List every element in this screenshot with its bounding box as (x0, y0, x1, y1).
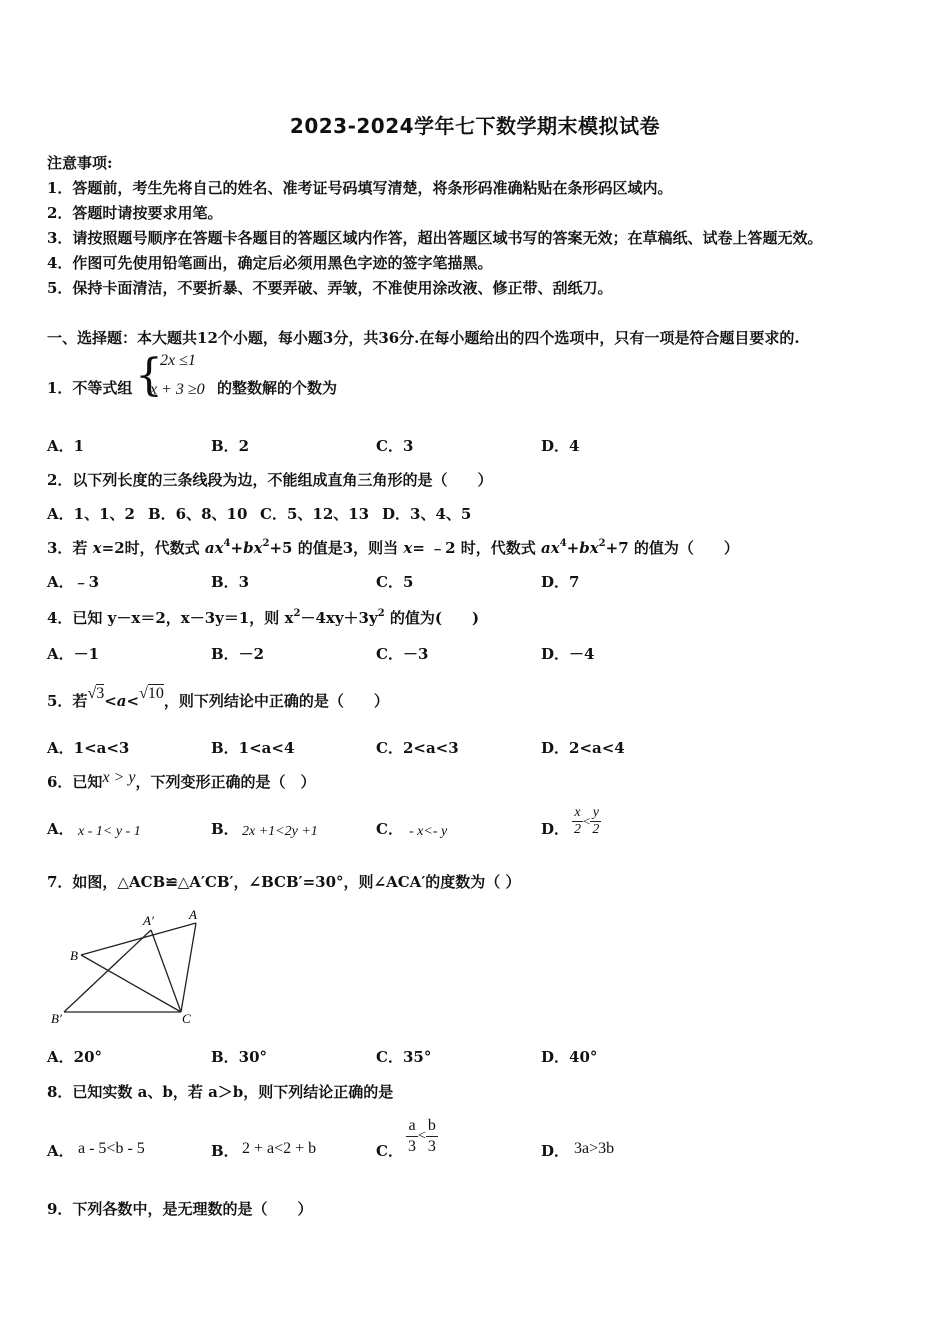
notice-heading: 注意事项: (47, 154, 113, 172)
q5-option-d: D．2<a<4 (541, 739, 625, 757)
q6-label-a: A． (47, 820, 74, 838)
q7-option-d: D．40° (541, 1048, 598, 1066)
q1-brace: { (135, 350, 163, 401)
q5-option-c: C．2<a<3 (376, 739, 459, 757)
sqrt-3: √3 (87, 685, 105, 702)
q8-option-d: 3a>3b (574, 1140, 615, 1157)
q8-label-a: A． (47, 1142, 74, 1160)
q2-option-a: A．1、1、2 (47, 505, 135, 523)
notice-item-1: 1．答题前，考生先将自己的姓名、准考证号码填写清楚，将条形码准确粘贴在条形码区域内。 (47, 179, 673, 197)
notice-item-2: 2．答题时请按要求用笔。 (47, 204, 223, 222)
q1-prefix: 1．不等式组 (47, 379, 133, 397)
q3-option-d: D．7 (541, 573, 580, 591)
q1-line1: 2x ≤1 (160, 352, 196, 369)
q4-option-c: C．－3 (376, 645, 429, 663)
q1-option-c: C．3 (376, 437, 414, 455)
q3-option-b: B．3 (211, 573, 250, 591)
q1-option-a: A．1 (47, 437, 85, 455)
notice-item-4: 4．作图可先使用铅笔画出，确定后必须用黑色字迹的签字笔描黑。 (47, 254, 493, 272)
q7-option-a: A．20° (47, 1048, 103, 1066)
q6-label-b: B． (211, 820, 239, 838)
q8-label-d: D． (541, 1142, 570, 1160)
q3-text: 3．若 x=2时，代数式 $ax^4+bx^2+5$ 的值是3，则当 x= ﹣2 时，代数式 $ax^4+bx^2+7$ 的值为（ ） (47, 538, 739, 557)
q6-label-c: C． (376, 820, 403, 838)
q7-option-c: C．35° (376, 1048, 432, 1066)
q4-option-a: A．－1 (47, 645, 100, 663)
q3-option-a: A．﹣3 (47, 573, 100, 591)
q4-option-d: D．－4 (541, 645, 595, 663)
q4-option-b: B．－2 (211, 645, 265, 663)
page-title: 2023-2024学年七下数学期末模拟试卷 (289, 114, 661, 138)
q7-text: 7．如图，△ACB≌△A′CB′，∠BCB′=30°，则∠ACA′的度数为（ ） (47, 873, 521, 891)
q6-label-d: D． (541, 820, 570, 838)
q5-option-a: A．1<a<3 (47, 739, 130, 757)
q8-option-c: $\frac{a}{3}$ < $\frac{b}{3}$ (408, 1117, 436, 1155)
q2-option-b: B．6、8、10 (148, 505, 248, 523)
q8-option-b: 2 + a<2 + b (242, 1140, 317, 1157)
q7-triangle-figure (46, 905, 206, 1030)
q1-option-d: D．4 (541, 437, 580, 455)
q8-option-a: a - 5<b - 5 (78, 1140, 145, 1157)
q4-text: 4．已知 y－x＝2，x－3y＝1，则 $x^2-4xy+3y^2$ 的值为( ) (47, 608, 480, 627)
q6-option-c: - x<- y (409, 824, 448, 839)
q2-option-d: D．3、4、5 (382, 505, 472, 523)
label-b-prime: B′ (51, 1011, 62, 1026)
q2-text: 2．以下列长度的三条线段为边，不能组成直角三角形的是（ ） (47, 471, 493, 489)
q8-label-c: C． (376, 1142, 403, 1160)
q9-text: 9．下列各数中，是无理数的是（ ） (47, 1200, 313, 1218)
q1-suffix: 的整数解的个数为 (217, 379, 338, 397)
q6-text: 6．已知x > y，下列变形正确的是（ ） (47, 769, 316, 791)
label-a: A (189, 907, 197, 922)
q3-option-c: C．5 (376, 573, 414, 591)
section-heading: 一、选择题：本大题共12个小题，每小题3分，共36分.在每小题给出的四个选项中，只有一项是符合题目要求的. (47, 329, 800, 347)
q8-label-b: B． (211, 1142, 239, 1160)
q7-option-b: B．30° (211, 1048, 268, 1066)
q6-option-a: x - 1< y - 1 (78, 824, 141, 839)
q6-option-b: 2x +1<2y +1 (242, 824, 318, 839)
sqrt-10: √10 (139, 685, 164, 702)
notice-item-5: 5．保持卡面清洁，不要折暴、不要弄破、弄皱，不准使用涂改液、修正带、刮纸刀。 (47, 279, 613, 297)
label-c: C (182, 1011, 191, 1026)
q5-option-b: B．1<a<4 (211, 739, 295, 757)
q8-text: 8．已知实数 a、b，若 a＞b，则下列结论正确的是 (47, 1083, 394, 1101)
notice-item-3: 3．请按照题号顺序在答题卡各题目的答题区域内作答，超出答题区域书写的答案无效；在草稿纸、试卷上答题无效。 (47, 229, 823, 247)
q6-option-d: $\frac{x}{2}$ < $\frac{y}{2}$ (574, 805, 600, 837)
q1-line2: x + 3 ≥0 (150, 381, 205, 398)
q1-option-b: B．2 (211, 437, 250, 455)
q5-text: 5．若√3<a<√10，则下列结论中正确的是（ ） (47, 685, 389, 710)
q2-option-c: C．5、12、13 (260, 505, 370, 523)
label-b: B (70, 948, 78, 963)
label-a-prime: A′ (143, 913, 154, 928)
